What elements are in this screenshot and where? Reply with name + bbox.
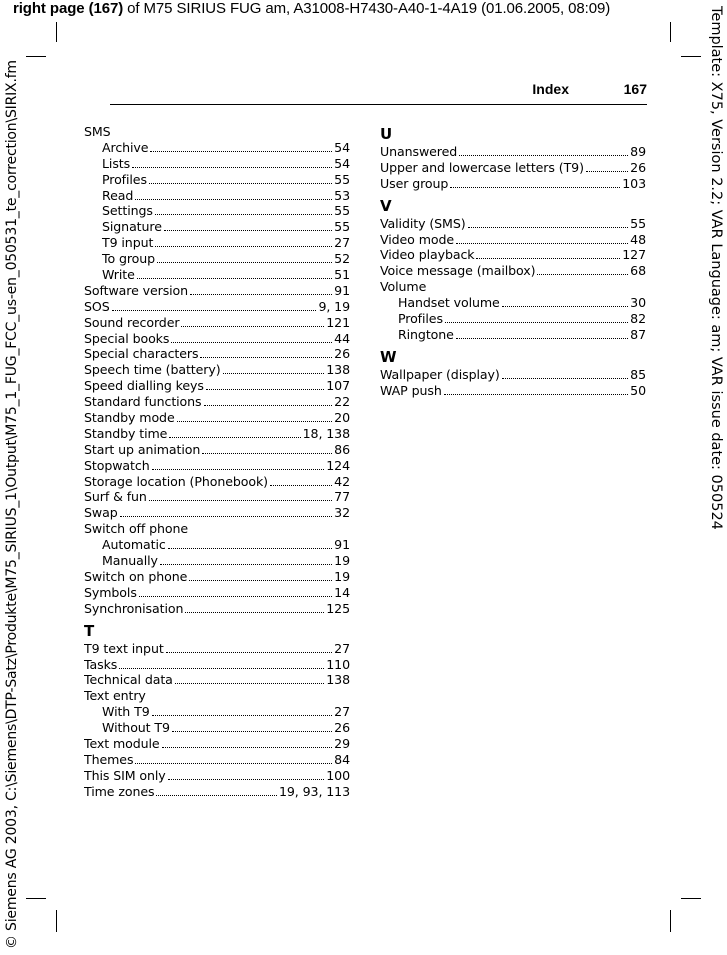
index-entry-page: 29: [334, 735, 350, 751]
crop-mark: [681, 56, 701, 57]
crop-mark: [56, 22, 57, 42]
index-entry-page: 55: [630, 215, 646, 231]
index-entry-page: 138: [326, 672, 350, 688]
index-subentry: [84, 251, 350, 267]
index-entry-label: Text entry: [84, 688, 146, 704]
index-entry-label: Signature: [102, 219, 162, 235]
index-subentry: [84, 235, 350, 251]
index-entry-page: 77: [334, 489, 350, 505]
index-leader-dots: [202, 442, 332, 454]
index-entry-label: Archive: [102, 139, 149, 155]
index-entry: [84, 585, 350, 601]
index-entry: [380, 216, 646, 232]
index-entry: [84, 768, 350, 784]
index-entry: [84, 505, 350, 521]
index-subentry: [84, 219, 350, 235]
index-entry-label: Storage location (Phonebook): [84, 473, 268, 489]
index-subentry: [84, 720, 350, 736]
print-header: [13, 0, 610, 17]
index-leader-dots: [181, 315, 324, 327]
index-leader-dots: [444, 383, 628, 395]
index-entry-page: 19, 93, 113: [278, 783, 350, 799]
index-entry-label: To group: [102, 251, 156, 267]
index-entry-page: 32: [334, 505, 350, 521]
index-entry-label: User group: [380, 175, 449, 191]
index-entry: [84, 410, 350, 426]
print-header-bold: right page (167): [13, 0, 124, 17]
index-entry: [84, 784, 350, 800]
index-entry: [84, 601, 350, 617]
index-subentry: [380, 327, 646, 343]
index-entry-page: 52: [334, 251, 350, 267]
index-entry: [380, 232, 646, 248]
index-entry-page: 68: [630, 263, 646, 279]
index-entry-label: SMS: [84, 124, 111, 139]
index-subentry: [84, 537, 350, 553]
index-entry-page: 9, 19: [318, 298, 350, 314]
index-entry-page: 27: [334, 704, 350, 720]
index-entry: [84, 752, 350, 768]
index-entry-label: Swap: [84, 505, 118, 521]
index-entry-page: 44: [334, 330, 350, 346]
index-entry: [84, 378, 350, 394]
index-entry-page: 19: [334, 553, 350, 569]
index-entry: [84, 442, 350, 458]
index-leader-dots: [120, 505, 333, 517]
index-entry-label: Without T9: [102, 720, 170, 736]
side-copyright-text: [2, 0, 22, 955]
index-entry: [380, 247, 646, 263]
index-entry-page: 91: [334, 282, 350, 298]
index-entry-label: Validity (SMS): [380, 215, 466, 231]
index-entry-label: Tasks: [84, 656, 118, 672]
index-entry-label: Switch off phone: [84, 521, 189, 537]
index-entry: [84, 736, 350, 752]
index-leader-dots: [162, 736, 333, 748]
index-leader-dots: [586, 160, 628, 172]
index-subentry: [84, 203, 350, 219]
index-subentry: [84, 188, 350, 204]
index-entry-label: Read: [102, 187, 134, 203]
index-entry-page: 55: [334, 203, 350, 219]
index-leader-dots: [149, 489, 332, 501]
crop-mark: [26, 898, 46, 899]
index-entry-page: 18, 138: [302, 425, 350, 441]
index-subentry: [84, 553, 350, 569]
index-leader-dots: [537, 263, 628, 275]
index-entry: [380, 263, 646, 279]
index-leader-dots: [149, 172, 332, 184]
crop-mark: [56, 910, 57, 932]
index-entry: [84, 672, 350, 688]
index-entry-page: 86: [334, 441, 350, 457]
index-entry-page: 27: [334, 235, 350, 251]
index-entry: [84, 299, 350, 315]
index-entry: [84, 688, 350, 704]
index-entry-label: Lists: [102, 155, 131, 171]
index-entry-page: 84: [334, 751, 350, 767]
index-leader-dots: [152, 704, 333, 716]
index-entry-label: Speech time (battery): [84, 362, 221, 378]
page-number: 167: [623, 81, 647, 97]
index-entry-page: 121: [326, 314, 350, 330]
index-leader-dots: [223, 362, 325, 374]
index-leader-dots: [502, 367, 629, 379]
index-leader-dots: [468, 216, 629, 228]
index-leader-dots: [450, 176, 620, 188]
index-leader-dots: [135, 188, 332, 200]
index-leader-dots: [119, 657, 324, 669]
index-column-left: [84, 124, 350, 800]
index-leader-dots: [157, 251, 332, 263]
index-entry: [84, 346, 350, 362]
index-leader-dots: [168, 768, 325, 780]
index-entry: [84, 458, 350, 474]
index-entry-page: 30: [630, 295, 646, 311]
index-entry-page: 107: [326, 378, 350, 394]
index-entry-label: Speed dialling keys: [84, 378, 204, 394]
index-entry-label: Write: [102, 267, 135, 283]
index-entry-page: 124: [326, 457, 350, 473]
index-entry-label: Profiles: [102, 171, 147, 187]
index-entry-label: Manually: [102, 553, 158, 569]
index-entry-label: Standby time: [84, 425, 168, 441]
index-entry-page: 82: [630, 311, 646, 327]
index-entry-label: SOS: [84, 298, 110, 314]
print-header-rest: of M75 SIRIUS FUG am, A31008-H7430-A40-1-4A19 (01.06.2005, 08:09): [123, 0, 611, 17]
index-entry: [84, 426, 350, 442]
index-entry-label: Profiles: [398, 311, 443, 327]
index-leader-dots: [152, 458, 325, 470]
index-entry: [84, 641, 350, 657]
page-title: Index: [532, 81, 569, 97]
index-entry: [84, 474, 350, 490]
index-entry-label: Video playback: [380, 247, 475, 263]
index-leader-dots: [270, 474, 332, 486]
index-leader-dots: [135, 752, 332, 764]
index-leader-dots: [177, 410, 333, 422]
index-entry-page: 55: [334, 171, 350, 187]
index-entry-page: 26: [334, 720, 350, 736]
index-entry: [380, 279, 646, 295]
index-entry-page: 26: [630, 159, 646, 175]
index-entry: [380, 144, 646, 160]
index-leader-dots: [172, 720, 332, 732]
index-entry-label: Settings: [102, 203, 153, 219]
index-leader-dots: [155, 203, 332, 215]
index-entry-label: This SIM only: [84, 767, 166, 783]
index-entry-label: Handset volume: [398, 295, 500, 311]
index-entry-label: Volume: [380, 279, 427, 295]
index-leader-dots: [132, 156, 332, 168]
index-entry-label: Wallpaper (display): [380, 366, 500, 382]
index-entry-label: Unanswered: [380, 144, 458, 159]
index-entry: [84, 521, 350, 537]
index-entry-page: 22: [334, 394, 350, 410]
index-leader-dots: [175, 672, 324, 684]
page-header: [110, 78, 647, 105]
index-subentry: [380, 295, 646, 311]
index-leader-dots: [476, 247, 620, 259]
index-leader-dots: [169, 426, 300, 438]
index-leader-dots: [150, 140, 332, 152]
index-subentry: [380, 311, 646, 327]
crop-mark: [26, 56, 46, 57]
index-entry-page: 100: [326, 767, 350, 783]
index-entry-page: 138: [326, 362, 350, 378]
index-entry-page: 125: [326, 600, 350, 616]
index-entry-page: 19: [334, 568, 350, 584]
index-subentry: [84, 156, 350, 172]
index-entry-label: WAP push: [380, 382, 442, 398]
index-entry: [84, 489, 350, 505]
index-leader-dots: [160, 553, 332, 565]
index-entry: [84, 315, 350, 331]
index-leader-dots: [139, 585, 332, 597]
index-entry-label: Standard functions: [84, 394, 202, 410]
index-entry: [380, 176, 646, 192]
index-entry-page: 89: [630, 144, 646, 159]
index-entry-label: Special books: [84, 330, 170, 346]
index-entry-page: 51: [334, 267, 350, 283]
index-entry-page: 48: [630, 231, 646, 247]
index-entry-label: Video mode: [380, 231, 455, 247]
index-leader-dots: [204, 394, 333, 406]
index-entry: [84, 283, 350, 299]
index-leader-dots: [206, 378, 324, 390]
index-entry-label: Time zones: [84, 783, 155, 799]
index-entry-label: Standby mode: [84, 410, 175, 426]
index-subentry: [84, 140, 350, 156]
index-leader-dots: [190, 283, 332, 295]
index-entry-page: 50: [630, 382, 646, 398]
index-entry-page: 103: [622, 175, 646, 191]
index-entry-page: 110: [326, 656, 350, 672]
index-entry-page: 87: [630, 326, 646, 342]
index-entry-label: Voice message (mailbox): [380, 263, 536, 279]
index-leader-dots: [185, 601, 324, 613]
index-entry-page: 27: [334, 640, 350, 656]
index-section-letter: U: [380, 125, 393, 143]
crop-mark: [670, 22, 671, 42]
index-entry-label: Themes: [84, 751, 134, 767]
index-entry-label: T9 input: [102, 235, 154, 251]
index-entry-page: 54: [334, 139, 350, 155]
index-column-right: [380, 124, 646, 399]
index-leader-dots: [459, 144, 628, 156]
index-leader-dots: [137, 267, 332, 279]
index-entry-page: 20: [334, 410, 350, 426]
index-entry-label: Text module: [84, 735, 160, 751]
index-entry-page: 26: [334, 346, 350, 362]
index-entry-page: 14: [334, 584, 350, 600]
index-entry-label: Sound recorder: [84, 314, 180, 330]
index-entry: [380, 383, 646, 399]
side-template-label: Template: X75, Version 2.2; VAR Language: am; VAR issue date: 050524: [708, 6, 724, 530]
index-section-letter: V: [380, 196, 392, 215]
index-entry-label: Technical data: [84, 672, 173, 688]
index-leader-dots: [445, 311, 628, 323]
side-copyright-label: © Siemens AG 2003, C:\Siemens\DTP-Satz\Produkte\M75_SIRIUS_1\Output\M75_1_FUG_FCC_us-en_050531_te_correction\SIRIX.fm: [4, 60, 20, 949]
index-leader-dots: [200, 346, 332, 358]
index-entry-label: Stopwatch: [84, 457, 150, 473]
index-entry-label: With T9: [102, 704, 150, 720]
index-entry-page: 42: [334, 473, 350, 489]
index-entry-page: 127: [622, 247, 646, 263]
index-subentry: [84, 267, 350, 283]
index-entry: [84, 569, 350, 585]
index-subentry: [84, 172, 350, 188]
index-entry-label: Special characters: [84, 346, 199, 362]
index-entry-page: 85: [630, 366, 646, 382]
index-entry: [84, 394, 350, 410]
index-entry-label: Symbols: [84, 584, 137, 600]
index-leader-dots: [112, 299, 317, 311]
crop-mark: [681, 898, 701, 899]
index-section-letter: W: [380, 347, 397, 366]
index-leader-dots: [166, 641, 333, 653]
index-entry: [84, 362, 350, 378]
index-entry-label: Start up animation: [84, 441, 201, 457]
index-entry: [84, 331, 350, 347]
index-entry-label: Surf & fun: [84, 489, 147, 505]
index-entry: [84, 657, 350, 673]
index-entry: [84, 124, 350, 140]
index-entry-page: 54: [334, 155, 350, 171]
index-entry-label: Software version: [84, 282, 189, 298]
index-entry-page: 55: [334, 219, 350, 235]
index-entry-page: 53: [334, 187, 350, 203]
index-leader-dots: [164, 219, 332, 231]
index-leader-dots: [168, 537, 332, 549]
index-entry-label: Automatic: [102, 537, 166, 553]
index-leader-dots: [456, 232, 628, 244]
crop-mark: [670, 910, 671, 932]
index-leader-dots: [456, 327, 628, 339]
index-subentry: [84, 704, 350, 720]
index-entry-label: Ringtone: [398, 326, 454, 342]
index-entry: [380, 160, 646, 176]
index-section-letter: T: [84, 621, 95, 640]
index-entry-page: 91: [334, 537, 350, 553]
index-leader-dots: [502, 295, 629, 307]
index-entry-label: Upper and lowercase letters (T9): [380, 159, 584, 175]
index-entry: [380, 367, 646, 383]
index-entry-label: T9 text input: [84, 640, 164, 656]
index-leader-dots: [189, 569, 332, 581]
side-template-text: [706, 0, 726, 955]
index-leader-dots: [155, 235, 332, 247]
index-leader-dots: [171, 331, 332, 343]
index-entry-label: Synchronisation: [84, 600, 184, 616]
index-entry-label: Switch on phone: [84, 568, 188, 584]
index-leader-dots: [156, 784, 277, 796]
